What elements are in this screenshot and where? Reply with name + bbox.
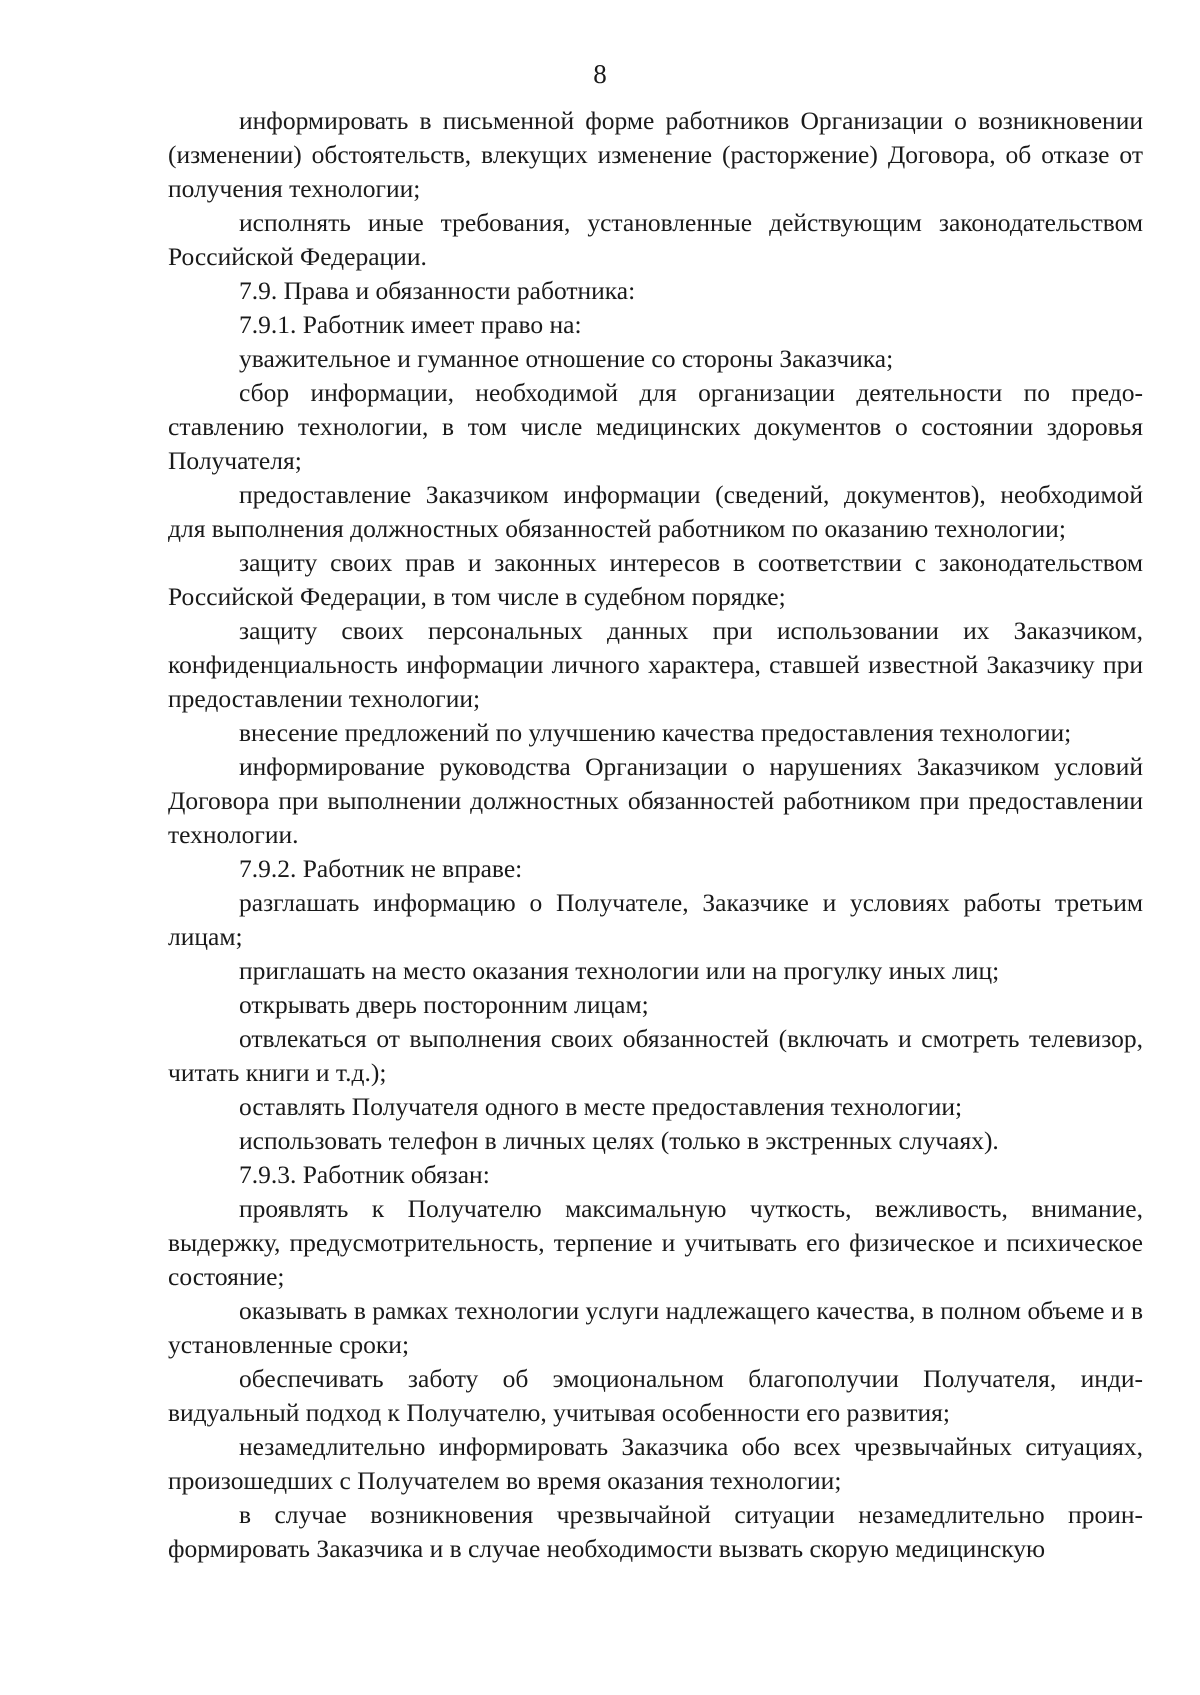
subsection-heading: 7.9.3. Работник обязан:	[239, 1160, 490, 1189]
paragraph: проявлять к Получателю максимальную чуткость, вежливость, внимание, выдержку, предусмотрительность, терпение и учитывать его физическое и психическое состояние;	[168, 1194, 1143, 1291]
paragraph: разглашать информацию о Получателе, Заказчике и условиях работы третьим лицам;	[168, 888, 1143, 951]
paragraph: информирование руководства Организации о нарушениях Заказчиком условий Договора при выполнении должностных обязанностей работником при предоставлении технологии.	[168, 752, 1143, 849]
paragraph: в случае возникновения чрезвычайной ситуации незамедлительно проинформировать Заказчика и в случае необходимости вызвать скорую медицинскую	[168, 1500, 1143, 1563]
paragraph: предоставление Заказчиком информации (сведений, документов), необходимой для выполнения должностных обязанностей работником по оказанию технологии;	[168, 480, 1143, 543]
paragraph: использовать телефон в личных целях (только в экстренных случаях).	[239, 1126, 999, 1155]
paragraph: обеспечивать заботу об эмоциональном благополучии Получателя, индивидуальный подход к Получателю, учитывая особенности его развития;	[168, 1364, 1143, 1427]
paragraph: открывать дверь посторонним лицам;	[239, 990, 649, 1019]
page-number: 8	[593, 59, 607, 89]
paragraph: оставлять Получателя одного в месте предоставления технологии;	[239, 1092, 963, 1121]
paragraph: оказывать в рамках технологии услуги надлежащего качества, в полном объеме и в установленные сроки;	[168, 1296, 1143, 1359]
paragraph: защиту своих прав и законных интересов в соответствии с законодательством Российской Федерации, в том числе в судебном порядке;	[168, 548, 1143, 611]
section-heading: 7.9. Права и обязанности работника:	[239, 276, 636, 305]
paragraph: отвлекаться от выполнения своих обязанностей (включать и смотреть телевизор, читать книги и т.д.);	[168, 1024, 1143, 1087]
subsection-heading: 7.9.1. Работник имеет право на:	[239, 310, 582, 339]
document-body	[168, 104, 1143, 1566]
paragraph: защиту своих персональных данных при использовании их Заказчиком, конфиденциальность информации личного характера, ставшей известной Заказчику при предоставлении технологии;	[168, 616, 1143, 713]
paragraph: приглашать на место оказания технологии или на прогулку иных лиц;	[239, 956, 1000, 985]
paragraph: внесение предложений по улучшению качества предоставления технологии;	[239, 718, 1072, 747]
subsection-heading: 7.9.2. Работник не вправе:	[239, 854, 523, 883]
paragraph: информировать в письменной форме работников Организации о возникновении (изменении) обстоятельств, влекущих изменение (расторжение) Договора, об отказе от получения технологии;	[168, 106, 1143, 203]
paragraph: уважительное и гуманное отношение со стороны Заказчика;	[239, 344, 894, 373]
paragraph: сбор информации, необходимой для организации деятельности по предоставлению технологии, в том числе медицинских документов о состоянии здоровья Получателя;	[168, 378, 1143, 475]
paragraph: незамедлительно информировать Заказчика обо всех чрезвычайных ситуациях, произошедших с Получателем во время оказания технологии;	[168, 1432, 1143, 1495]
paragraph: исполнять иные требования, установленные действующим законодательством Российской Федерации.	[168, 208, 1143, 271]
